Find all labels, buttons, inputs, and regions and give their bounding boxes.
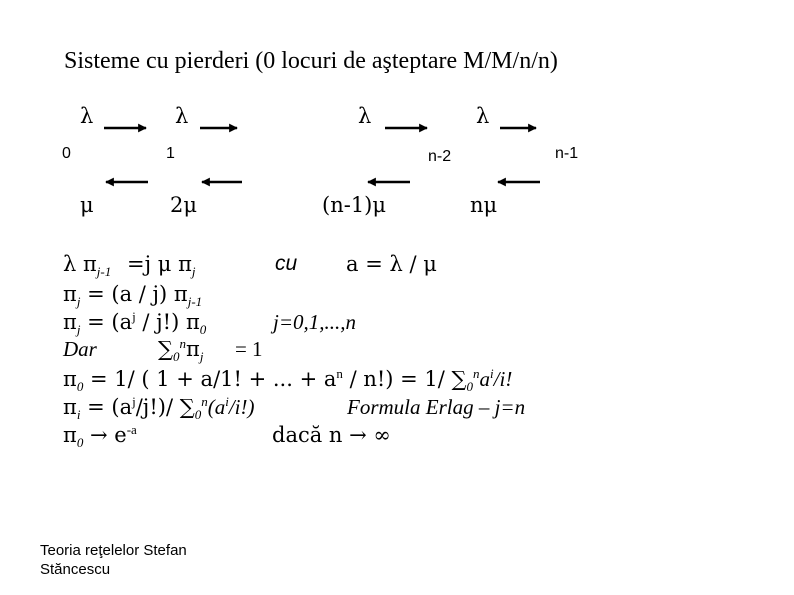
service-rate-3: nμ (470, 193, 498, 217)
state-n-2: n-2 (428, 148, 452, 165)
equation-limit-condition: dacă n → ∞ (272, 423, 391, 447)
footer-line-1: Teoria reţelelor Stefan (40, 542, 187, 559)
equation-normalization-label: Dar (63, 337, 97, 361)
equation-j-range: j=0,1,...,n (273, 310, 357, 334)
equation-balance: λ $\pi_{j-1}$ =j μ $\pi_j$ (63, 252, 196, 280)
equation-pi-j-recursive: $\pi_j = (a / j)$ $\pi_{j-1}$ (63, 282, 203, 310)
state-n-1: n-1 (555, 145, 579, 162)
equation-normalization: $\sum_0^n\pi_j$ = 1 (158, 336, 263, 365)
footer-line-2: Stăncescu (40, 561, 111, 578)
service-rate-1: 2μ (170, 193, 198, 217)
service-rate-2: (n-1)μ (322, 193, 387, 217)
equation-pi-i: $\pi_i = (a^j/j!)/$ $\sum_0^n(a^i/i!)$ (63, 394, 255, 423)
equation-cu: cu (275, 252, 298, 275)
equation-pi-0: $\pi_0 = 1/$ ( 1 + a/1! + ... + $a^n / n!) = 1/$ $\sum_0^na^i/i$! (63, 366, 513, 395)
equation-erlang-label: Formula Erlag – j=n (347, 395, 526, 419)
equation-limit: $\pi_0 \to e^{-a}$ (63, 422, 137, 451)
arrival-rate-0: λ (80, 104, 94, 128)
arrival-rate-1: λ (175, 104, 189, 128)
state-0: 0 (62, 145, 71, 162)
equation-pi-j-closed: $\pi_j = (a^j / j!)$ $\pi_0$ (63, 309, 207, 338)
state-1: 1 (166, 145, 175, 162)
arrival-rate-2: λ (358, 104, 372, 128)
footer-author (40, 541, 240, 579)
equation-a-definition: a = λ / μ (346, 252, 437, 276)
arrival-rate-3: λ (476, 104, 490, 128)
page-title: Sisteme cu pierderi (0 locuri de aşteptare M/M/n/n) (64, 48, 558, 74)
service-rate-0: μ (80, 193, 94, 217)
